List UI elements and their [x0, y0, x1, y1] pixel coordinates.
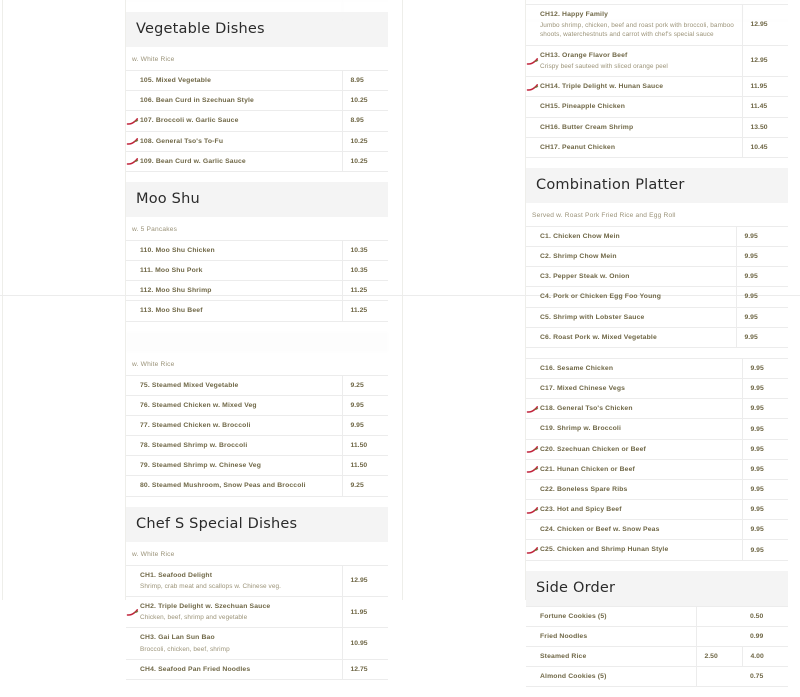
menu-item-title: C25. Chicken and Shrimp Hunan Style: [540, 546, 669, 554]
menu-item-title: 76. Steamed Chicken w. Mixed Veg: [140, 401, 257, 409]
menu-section-chef-special-dishes: [126, 507, 388, 681]
menu-items-table: [526, 606, 788, 688]
menu-item-description: Shrimp, crab meat and scallops w. Chinese veg.: [140, 582, 281, 590]
menu-item-name-cell: [526, 267, 736, 287]
menu-item-name-cell: [526, 419, 742, 439]
menu-item-title: 107. Broccoli w. Garlic Sauce: [140, 117, 239, 125]
menu-section-chef-special-continued: [526, 4, 788, 158]
menu-item-row[interactable]: [126, 91, 388, 111]
menu-item-row[interactable]: [526, 646, 788, 666]
menu-item-price-small-empty: [696, 667, 742, 687]
menu-item-name-cell: [526, 45, 742, 76]
menu-item-price: 9.95: [750, 385, 764, 393]
menu-item-name-cell: [526, 97, 742, 117]
section-header: [126, 507, 388, 542]
menu-item-title: C19. Shrimp w. Broccoli: [540, 425, 622, 433]
menu-item-price: 10.45: [750, 143, 768, 151]
menu-item-price: 10.35: [350, 246, 368, 254]
menu-item-row[interactable]: [526, 459, 788, 479]
spicy-chili-icon: [527, 466, 538, 473]
menu-item-price-small-empty: [696, 626, 742, 646]
menu-item-name-cell: [526, 327, 736, 347]
menu-item-row[interactable]: [526, 77, 788, 97]
menu-item-title: C23. Hot and Spicy Beef: [540, 506, 622, 514]
section-subtitle: w. White Rice: [132, 550, 175, 558]
menu-item-name-cell: [526, 500, 742, 520]
section-subtitle: w. White Rice: [132, 360, 175, 368]
clipped-previous-section: [526, 0, 788, 4]
menu-item-price: 0.50: [750, 612, 764, 620]
menu-item-name-cell: [126, 261, 342, 281]
menu-item-row[interactable]: [126, 301, 388, 321]
menu-item-title: Fried Noodles: [540, 632, 588, 640]
menu-item-row[interactable]: [526, 307, 788, 327]
menu-item-name-cell: [526, 667, 696, 687]
menu-item-row[interactable]: [126, 71, 388, 91]
menu-item-row[interactable]: [526, 267, 788, 287]
menu-item-row[interactable]: [526, 97, 788, 117]
spicy-chili-icon: [127, 138, 138, 145]
menu-item-name-cell: [526, 117, 742, 137]
spicy-chili-icon: [527, 446, 538, 453]
section-title: Vegetable Dishes: [136, 21, 265, 37]
menu-item-price: 0.99: [750, 632, 764, 640]
menu-item-price: 0.75: [750, 673, 764, 681]
menu-item-price-small-empty: [696, 606, 742, 626]
menu-item-title: C3. Pepper Steak w. Onion: [540, 273, 630, 281]
section-header: [126, 182, 388, 217]
left-column: [126, 0, 388, 690]
menu-item-price: 9.95: [750, 425, 764, 433]
menu-item-name-cell: [526, 247, 736, 267]
menu-item-title: 113. Moo Shu Beef: [140, 307, 203, 315]
menu-item-price: 12.75: [350, 666, 368, 674]
menu-item-name-cell: [126, 91, 342, 111]
right-column: [526, 0, 788, 697]
section-title: Moo Shu: [136, 190, 200, 207]
menu-item-row[interactable]: [126, 436, 388, 456]
section-header: [526, 168, 788, 203]
menu-item-price: 11.95: [750, 83, 768, 91]
menu-item-row[interactable]: [126, 151, 388, 171]
menu-item-title: C17. Mixed Chinese Vegs: [540, 385, 626, 393]
menu-items-table: [126, 565, 388, 681]
spicy-chili-icon: [527, 84, 538, 91]
menu-item-price: 12.95: [750, 57, 768, 65]
menu-item-title: C18. General Tso's Chicken: [540, 405, 633, 413]
menu-item-price: 9.95: [744, 273, 758, 281]
menu-item-price: 4.00: [750, 653, 764, 661]
menu-item-name-cell: [126, 71, 342, 91]
menu-item-title: CH2. Triple Delight w. Szechuan Sauce: [140, 603, 271, 611]
menu-item-name-cell: [526, 626, 696, 646]
menu-item-price: 9.95: [744, 253, 758, 261]
menu-item-price: 10.25: [350, 97, 368, 105]
menu-item-name-cell: [526, 358, 742, 378]
menu-section-combination-platter: [526, 168, 788, 348]
menu-item-price: 9.95: [750, 364, 764, 372]
menu-item-name-cell: [126, 415, 342, 435]
menu-item-row[interactable]: [126, 281, 388, 301]
menu-item-name-cell: [126, 151, 342, 171]
menu-item-row[interactable]: [526, 500, 788, 520]
menu-item-row[interactable]: [526, 439, 788, 459]
menu-item-price: 13.50: [750, 123, 768, 131]
menu-item-price: 11.25: [350, 307, 368, 315]
menu-item-price: 9.95: [744, 333, 758, 341]
menu-item-title: 105. Mixed Vegetable: [140, 77, 212, 84]
menu-item-description: Broccoli, chicken, beef, shrimp: [140, 645, 230, 653]
menu-item-price: 11.50: [350, 462, 368, 470]
menu-item-title: CH12. Happy Family: [540, 11, 609, 18]
menu-item-price: 12.95: [750, 21, 768, 29]
menu-item-row[interactable]: [526, 327, 788, 347]
menu-item-price-small: 2.50: [696, 646, 742, 666]
menu-item-name-cell: [526, 439, 742, 459]
menu-item-row[interactable]: [526, 287, 788, 307]
spicy-chili-icon: [127, 609, 138, 616]
menu-item-name-cell: [526, 287, 736, 307]
menu-item-row[interactable]: [126, 111, 388, 131]
menu-item-title: CH13. Orange Flavor Beef: [540, 51, 628, 59]
menu-item-name-cell: [126, 436, 342, 456]
menu-item-row[interactable]: [126, 565, 388, 596]
menu-item-price: 12.95: [350, 577, 368, 585]
menu-section-diet-menu: [126, 332, 388, 497]
menu-item-row[interactable]: [526, 137, 788, 157]
menu-item-row[interactable]: [526, 399, 788, 419]
menu-item-row[interactable]: [526, 247, 788, 267]
menu-item-price: 11.95: [350, 608, 368, 616]
section-title: Combination Platter: [536, 176, 685, 193]
menu-item-name-cell: [526, 226, 736, 246]
menu-item-name-cell: [526, 459, 742, 479]
menu-item-row[interactable]: [526, 479, 788, 499]
menu-section-combination-platter-continued: [526, 358, 788, 561]
clipped-previous-section: [126, 0, 388, 12]
menu-item-title: 109. Bean Curd w. Garlic Sauce: [140, 157, 246, 165]
menu-item-row[interactable]: [126, 395, 388, 415]
menu-item-row[interactable]: [526, 45, 788, 76]
section-subtitle: Served w. Roast Pork Fried Rice and Egg Roll: [532, 211, 676, 219]
menu-item-price: 11.45: [750, 103, 768, 111]
menu-items-table: [526, 226, 788, 348]
menu-item-row[interactable]: [126, 261, 388, 281]
menu-item-title: 79. Steamed Shrimp w. Chinese Veg: [140, 462, 262, 470]
menu-item-title: CH1. Seafood Delight: [140, 571, 213, 579]
menu-item-row[interactable]: [526, 626, 788, 646]
menu-item-name-cell: [526, 540, 742, 560]
menu-item-price: 9.95: [750, 546, 764, 554]
menu-item-title: C6. Roast Pork w. Mixed Vegetable: [540, 333, 657, 341]
menu-item-title: CH15. Pineapple Chicken: [540, 103, 626, 111]
section-header: [526, 571, 788, 606]
spicy-chili-icon: [527, 507, 538, 514]
menu-item-row[interactable]: [126, 415, 388, 435]
menu-item-name-cell: [526, 137, 742, 157]
menu-item-row[interactable]: [526, 520, 788, 540]
menu-items-table: [126, 375, 388, 497]
menu-item-title: 75. Steamed Mixed Vegetable: [140, 381, 239, 389]
menu-item-price: 11.25: [350, 287, 368, 295]
menu-item-title: CH14. Triple Delight w. Hunan Sauce: [540, 83, 664, 91]
menu-item-title: C4. Pork or Chicken Egg Foo Young: [540, 293, 662, 301]
menu-item-name-cell: [126, 131, 342, 151]
menu-item-name-cell: [126, 240, 342, 260]
spicy-chili-icon: [527, 58, 538, 65]
menu-item-row[interactable]: [126, 240, 388, 260]
menu-item-title: C16. Sesame Chicken: [540, 364, 614, 372]
menu-item-name-cell: [526, 606, 696, 626]
menu-item-title: 111. Moo Shu Pork: [140, 267, 203, 275]
menu-item-row[interactable]: [126, 375, 388, 395]
menu-item-price: 9.95: [750, 506, 764, 514]
menu-item-title: C20. Szechuan Chicken or Beef: [540, 445, 646, 453]
spicy-chili-icon: [527, 547, 538, 554]
menu-item-title: CH17. Peanut Chicken: [540, 143, 616, 151]
menu-item-price: 10.35: [350, 267, 368, 275]
menu-item-title: C2. Shrimp Chow Mein: [540, 253, 617, 261]
menu-item-row[interactable]: [526, 419, 788, 439]
menu-items-table: [126, 240, 388, 322]
menu-item-row[interactable]: [526, 540, 788, 560]
menu-item-row[interactable]: [526, 358, 788, 378]
menu-item-row[interactable]: [126, 659, 388, 679]
menu-item-name-cell: [126, 395, 342, 415]
menu-item-row[interactable]: [526, 117, 788, 137]
menu-item-title: C24. Chicken or Beef w. Snow Peas: [540, 526, 660, 534]
menu-item-row[interactable]: [526, 379, 788, 399]
menu-item-price: 9.95: [750, 405, 764, 413]
menu-item-row[interactable]: [126, 131, 388, 151]
menu-item-price: 9.95: [744, 232, 758, 240]
menu-item-price: 9.25: [350, 381, 364, 389]
menu-items-table: [526, 358, 788, 561]
menu-item-title: Steamed Rice: [540, 652, 587, 660]
spicy-chili-icon: [127, 118, 138, 125]
menu-item-title: C1. Chicken Chow Mein: [540, 232, 620, 240]
menu-item-price: 9.95: [350, 421, 364, 429]
menu-item-title: Fortune Cookies (5): [540, 612, 607, 620]
menu-item-name-cell: [526, 77, 742, 97]
page-edge-rule-left: [2, 0, 3, 600]
menu-item-row[interactable]: [526, 667, 788, 687]
menu-item-price: 10.25: [350, 137, 368, 145]
menu-section-moo-shu: [126, 182, 388, 322]
menu-item-title: C5. Shrimp with Lobster Sauce: [540, 313, 645, 321]
menu-item-name-cell: [526, 479, 742, 499]
spicy-chili-icon: [527, 406, 538, 413]
menu-item-name-cell: [126, 476, 342, 496]
menu-items-table: [526, 4, 788, 158]
menu-item-name-cell: [526, 399, 742, 419]
menu-item-name-cell: [526, 5, 742, 46]
menu-item-title: 110. Moo Shu Chicken: [140, 246, 215, 254]
menu-item-name-cell: [126, 111, 342, 131]
menu-item-title: 108. General Tso's To-Fu: [140, 137, 224, 145]
menu-item-price: 9.95: [744, 293, 758, 301]
menu-item-row[interactable]: [126, 597, 388, 628]
menu-item-name-cell: [126, 565, 342, 596]
menu-item-price: 9.95: [750, 465, 764, 473]
menu-item-row[interactable]: [126, 456, 388, 476]
menu-item-price: 9.95: [350, 401, 364, 409]
section-title: Side Order: [536, 579, 616, 596]
menu-item-title: CH3. Gai Lan Sun Bao: [140, 634, 215, 642]
menu-item-price: 8.95: [350, 77, 364, 85]
menu-item-title: 106. Bean Curd in Szechuan Style: [140, 97, 254, 105]
menu-section-vegetable-dishes: [126, 12, 388, 172]
menu-item-name-cell: [126, 456, 342, 476]
menu-item-title: C21. Hunan Chicken or Beef: [540, 465, 635, 473]
section-header-clipped: [126, 332, 388, 352]
menu-item-title: 78. Steamed Shrimp w. Broccoli: [140, 442, 248, 450]
menu-item-row[interactable]: [126, 628, 388, 659]
menu-item-price: 9.95: [750, 486, 764, 494]
menu-item-description: Jumbo shrimp, chicken, beef and roast pork with broccoli, bamboo shoots, waterchestnuts and carrot with chef's special sauce: [540, 22, 734, 39]
menu-item-price: 9.95: [750, 445, 764, 453]
menu-item-name-cell: [526, 520, 742, 540]
menu-item-price: 11.50: [350, 442, 368, 450]
page-edge-rule-gutter-mid: [402, 0, 403, 600]
menu-item-title: 80. Steamed Mushroom, Snow Peas and Broccoli: [140, 482, 306, 490]
menu-item-row[interactable]: [526, 226, 788, 246]
menu-item-title: 112. Moo Shu Shrimp: [140, 287, 212, 295]
menu-item-price: 9.95: [750, 526, 764, 534]
menu-item-name-cell: [126, 597, 342, 628]
menu-section-side-order: [526, 571, 788, 688]
menu-items-table: [126, 70, 388, 172]
section-subtitle: w. White Rice: [132, 56, 175, 63]
menu-item-description: Chicken, beef, shrimp and vegetable: [140, 614, 248, 622]
section-title: Chef S Special Dishes: [136, 515, 298, 532]
menu-item-title: CH4. Seafood Pan Fried Noodles: [140, 665, 251, 673]
section-subtitle: w. 5 Pancakes: [132, 225, 178, 233]
menu-item-name-cell: [526, 379, 742, 399]
menu-item-price: 9.25: [350, 482, 364, 490]
spicy-chili-icon: [127, 158, 138, 165]
menu-item-row[interactable]: [126, 476, 388, 496]
menu-item-name-cell: [126, 628, 342, 659]
menu-item-description: Crispy beef sauteed with sliced orange peel: [540, 62, 668, 70]
menu-item-name-cell: [526, 307, 736, 327]
menu-item-name-cell: [126, 301, 342, 321]
menu-item-name-cell: [126, 375, 342, 395]
menu-item-title: CH16. Butter Cream Shrimp: [540, 123, 634, 131]
menu-item-name-cell: [126, 659, 342, 679]
menu-item-price: 9.95: [744, 313, 758, 321]
menu-item-title: Almond Cookies (5): [540, 673, 607, 681]
menu-item-name-cell: [126, 281, 342, 301]
menu-item-title: 77. Steamed Chicken w. Broccoli: [140, 421, 251, 429]
menu-item-title: C22. Boneless Spare Ribs: [540, 485, 628, 493]
menu-item-price: 10.25: [350, 157, 368, 165]
menu-item-row[interactable]: [526, 606, 788, 626]
menu-item-price: 8.95: [350, 117, 364, 125]
menu-item-price: 10.95: [350, 640, 368, 648]
menu-item-name-cell: [526, 646, 696, 666]
